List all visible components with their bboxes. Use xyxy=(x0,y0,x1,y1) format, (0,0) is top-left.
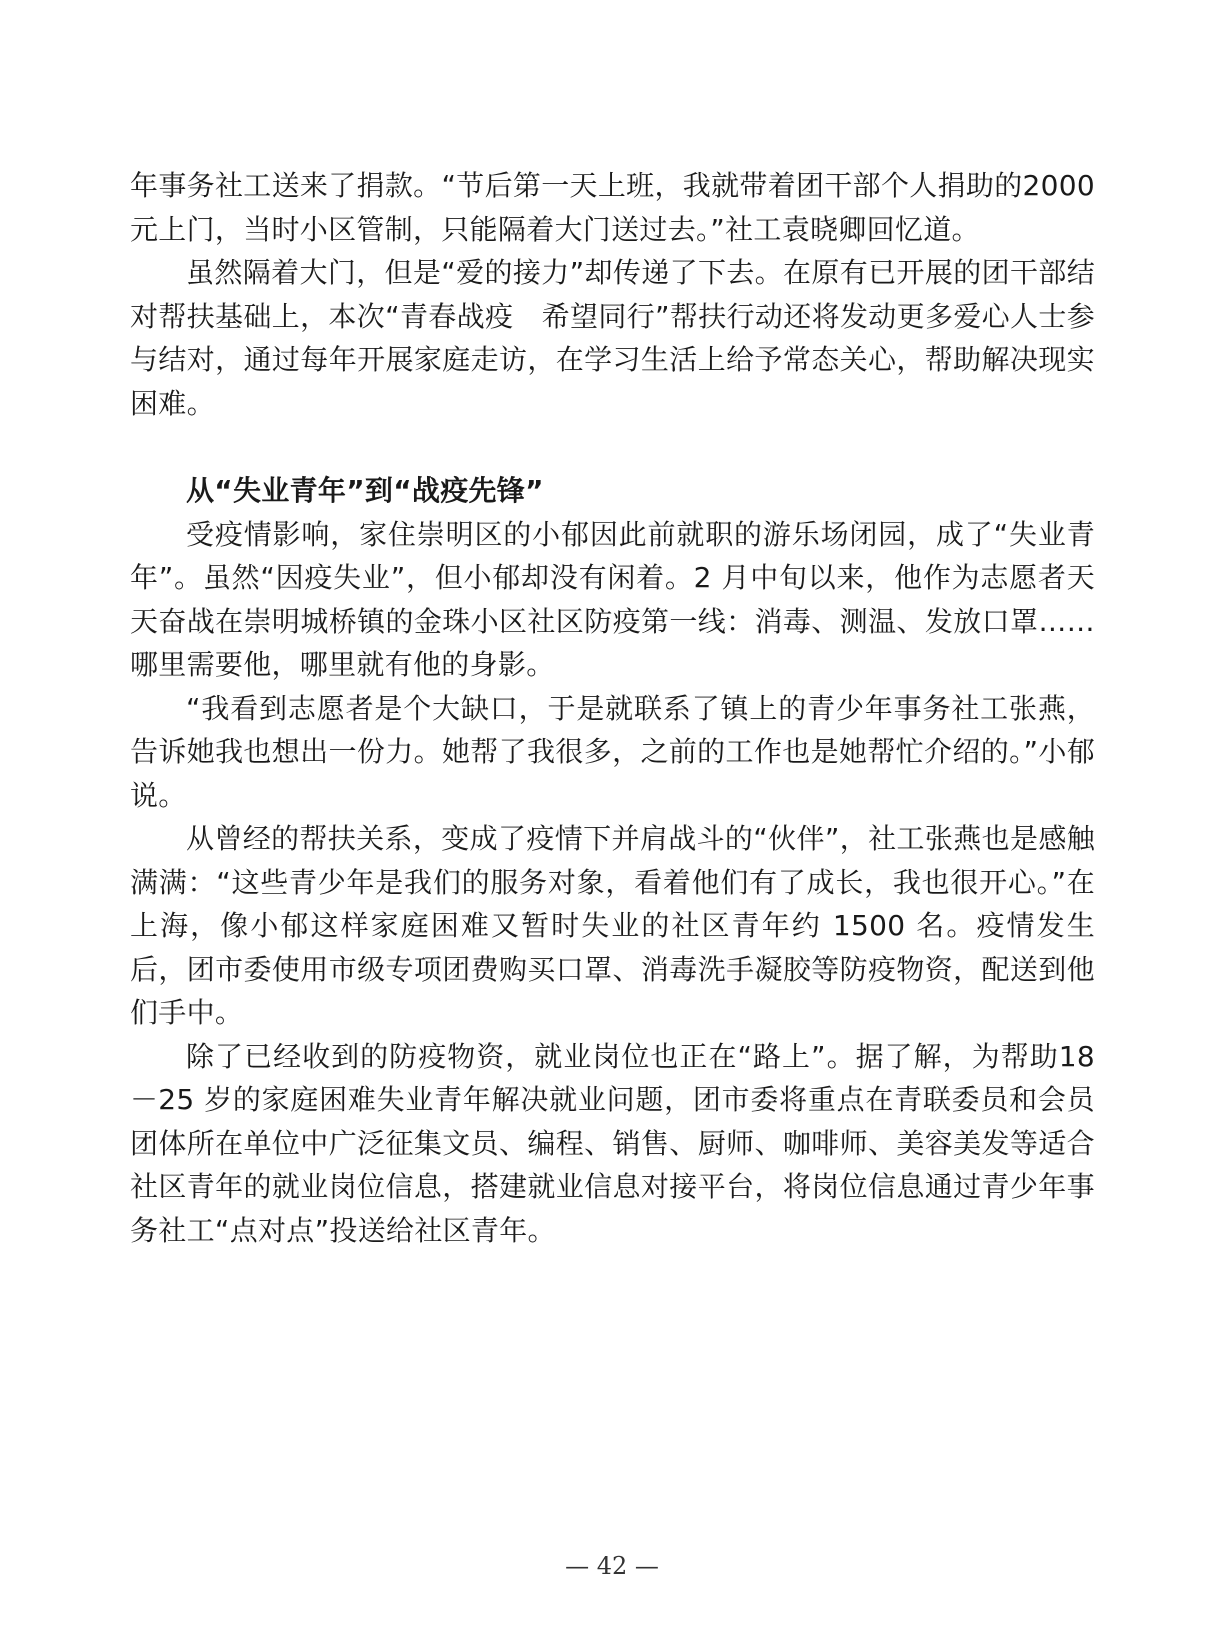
paragraph-1: 年事务社工送来了捐款。“节后第一天上班，我就带着团干部个人捐助的2000 元上门，当时小区管制，只能隔着大门送过去。”社工袁晓卿回忆道。 xyxy=(130,169,1095,246)
page-number: — 42 — xyxy=(565,1552,659,1580)
section-heading: 从“失业青年”到“战疫先锋” xyxy=(186,474,544,507)
section-spacer xyxy=(130,425,1095,469)
paragraph-6: 除了已经收到的防疫物资，就业岗位也正在“路上”。据了解，为帮助18－25 岁的家庭困难失业青年解决就业问题，团市委将重点在青联委员和会员团体所在单位中广泛征集文员、编程、销售、厨师、咖啡师、美容美发等适合社区青年的就业岗位信息，搭建就业信息对接平台，将岗位信息通过青少年事务社工“点对点”投送给社区青年。 xyxy=(130,1039,1095,1247)
paragraph-2: 虽然隔着大门，但是“爱的接力”却传递了下去。在原有已开展的团干部结对帮扶基础上，本次“青春战疫 希望同行”帮扶行动还将发动更多爱心人士参与结对，通过每年开展家庭走访，在学习生活上给予常态关心，帮助解决现实困难。 xyxy=(130,256,1095,420)
paragraph-5: 从曾经的帮扶关系，变成了疫情下并肩战斗的“伙伴”，社工张燕也是感触满满：“这些青少年是我们的服务对象，看着他们有了成长，我也很开心。”在上海，像小郁这样家庭困难又暂时失业的社区青年约 1500 名。疫情发生后，团市委使用市级专项团费购买口罩、消毒洗手凝胶等防疫物资，配送到他们手中。 xyxy=(130,822,1095,1029)
paragraph-4: “我看到志愿者是个大缺口，于是就联系了镇上的青少年事务社工张燕，告诉她我也想出一份力。她帮了我很多，之前的工作也是她帮忙介绍的。”小郁说。 xyxy=(130,691,1095,812)
article-body xyxy=(130,164,1095,1252)
paragraph-3: 受疫情影响，家住崇明区的小郁因此前就职的游乐场闭园，成了“失业青年”。虽然“因疫失业”，但小郁却没有闲着。2 月中旬以来，他作为志愿者天天奋战在崇明城桥镇的金珠小区社区防疫第一线：消毒、测温、发放口罩……哪里需要他，哪里就有他的身影。 xyxy=(130,517,1095,681)
